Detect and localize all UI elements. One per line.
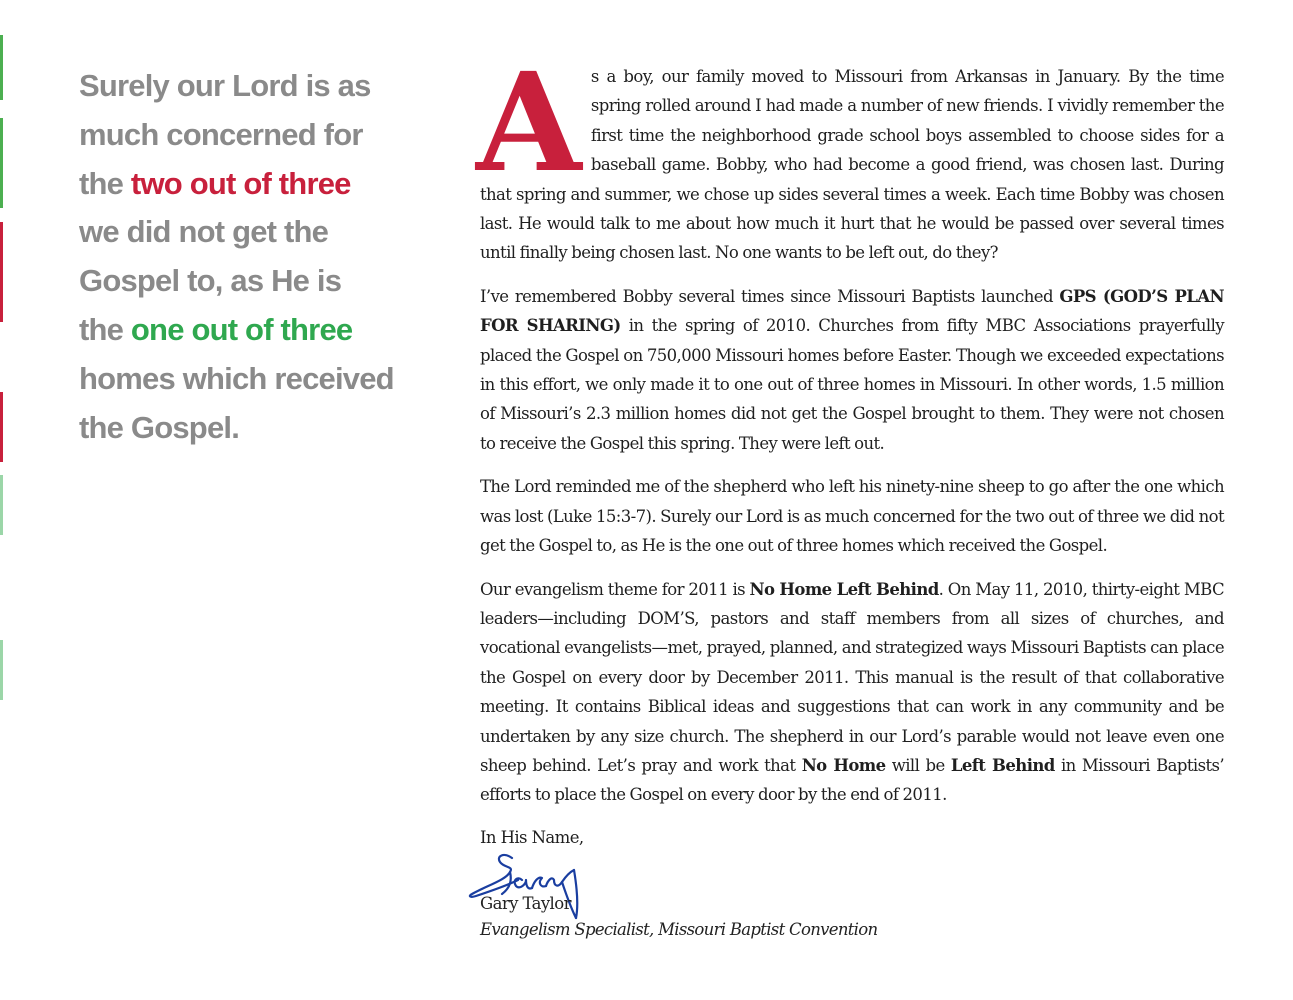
theme-name: No Home Left Behind (749, 579, 939, 599)
pull-quote-line: the Gospel. (79, 409, 240, 445)
paragraph-text: I’ve remembered Bobby several times since Missouri Baptists launched (480, 286, 1060, 306)
closing (480, 828, 584, 847)
letter-body (476, 43, 1224, 824)
pull-quote-text: the (79, 311, 131, 347)
pull-quote-line (79, 160, 419, 209)
paragraph-1 (476, 43, 1224, 268)
drop-cap: A (476, 43, 581, 203)
signer-name: Gary Taylor (480, 894, 571, 913)
edge-bar-green-2 (0, 118, 3, 208)
paragraph-text: in Missouri Baptists’ efforts to place the Gospel on every door by the end of 2011. (480, 755, 1224, 805)
paragraph-text: will be (885, 755, 951, 775)
pull-quote-line: homes which received (79, 360, 394, 396)
pull-quote-highlight-green: one out of three (130, 311, 353, 347)
pull-quote-line: we did not get the (79, 214, 329, 250)
pull-quote (79, 62, 419, 452)
pull-quote-line: much concerned for (79, 116, 363, 152)
paragraph-text: in the spring of 2010. Churches from fifty MBC Associations prayerfully placed the Gospel on 750,000 Missouri homes before Easter. Though we exceeded expectations in this effort, we only made it to one out of three homes in Missouri. In other words, 1.5 million of Missouri’s 2.3 million homes did not get the Gospel brought to them. They were not chosen to receive the Gospel this spring. They were left out. (480, 316, 1224, 453)
paragraph-3: The Lord reminded me of the shepherd who left his ninety-nine sheep to go after the one which was lost (Luke 15:3-7). Surely our Lord is as much concerned for the two out of three we did not get the Gospel to, as He is the one out of three homes which received the Gospel. (480, 477, 1224, 556)
paragraph-text: Our evangelism theme for 2011 is (480, 579, 750, 599)
pull-quote-highlight-red: two out of three (130, 165, 351, 201)
edge-bar-red-2 (0, 392, 3, 462)
paragraph-text: s a boy, our family moved to Missouri from Arkansas in January. By the time spring rolled around I had made a number of new friends. I vividly remember the first time the neighborhood grade school boys assembled to choose sides for a baseball game. Bobby, who had become a good friend, was chosen last. During that spring and summer, we chose up sides several times a week. Each time Bobby was chosen last. He would talk to me about how much it hurt that he would be passed over several times until finally being chosen last. No one wants to be left out, do they? (480, 67, 1224, 263)
pull-quote-line: Surely our Lord is as (79, 68, 371, 103)
gps-program-name: GPS (GOD’S PLAN FOR SHARING) (480, 286, 1224, 336)
edge-bar-green-4 (0, 640, 3, 700)
bold-phrase: No Home (801, 755, 886, 775)
paragraph-2 (480, 282, 1224, 458)
paragraph-4 (480, 575, 1224, 810)
salutation: In His Name, (480, 828, 584, 847)
handwritten-signature (466, 846, 606, 926)
edge-bar-green-3 (0, 475, 3, 535)
pull-quote-line: Gospel to, as He is (79, 263, 342, 299)
pull-quote-line (79, 306, 419, 355)
paragraph-text: . On May 11, 2010, thirty-eight MBC leaders—including DOM’S, pastors and staff members from all sizes of churches, and vocational evangelists—met, prayed, planned, and strategized ways Missouri Baptists can place the Gospel on every door by December 2011. This manual is the result of that collaborative meeting. It contains Biblical ideas and suggestions that can work in any community and be undertaken by any size church. The shepherd in our Lord’s parable would not leave even one sheep behind. Let’s pray and work that (480, 579, 1224, 775)
edge-bar-green-top (0, 35, 3, 100)
signer-title: Evangelism Specialist, Missouri Baptist Convention (480, 920, 878, 939)
edge-bar-red (0, 222, 3, 322)
pull-quote-text: the (79, 165, 131, 201)
bold-phrase: Left Behind (950, 755, 1055, 775)
